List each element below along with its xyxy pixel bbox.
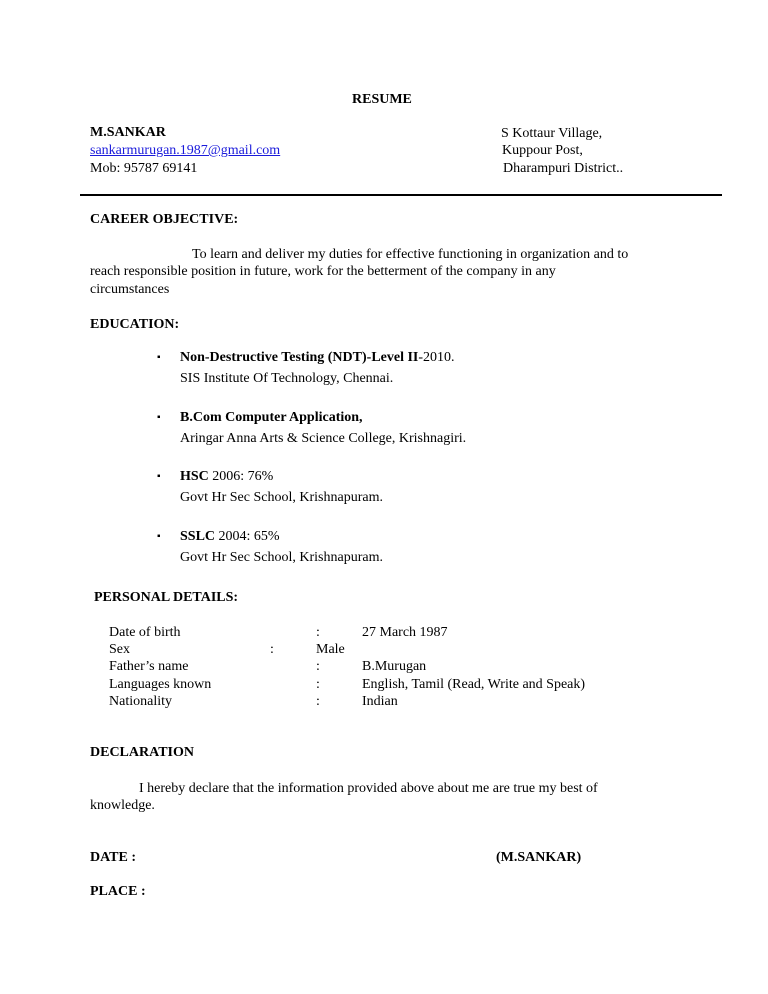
detail-value: English, Tamil (Read, Write and Speak) — [362, 677, 586, 692]
detail-colon: : — [270, 642, 274, 657]
education-item-title: HSC 2006: 76% — [180, 469, 274, 484]
detail-label: Sex — [109, 642, 130, 657]
education-heading: EDUCATION: — [90, 317, 180, 332]
education-item-institution: SIS Institute Of Technology, Chennai. — [180, 371, 394, 386]
career-objective-line-3: circumstances — [90, 282, 170, 297]
education-item-institution: Govt Hr Sec School, Krishnapuram. — [180, 550, 383, 565]
candidate-name: M.SANKAR — [90, 125, 166, 140]
detail-colon: : — [316, 625, 320, 640]
resume-title: RESUME — [352, 92, 412, 107]
email-link[interactable]: sankarmurugan.1987@gmail.com — [90, 143, 281, 158]
bullet-icon: ▪ — [157, 471, 161, 482]
education-item-institution: Govt Hr Sec School, Krishnapuram. — [180, 490, 383, 505]
bullet-icon: ▪ — [157, 352, 161, 363]
education-item-title: Non-Destructive Testing (NDT)-Level II-2010. — [180, 350, 455, 365]
bullet-icon: ▪ — [157, 412, 161, 423]
address-line-1: S Kottaur Village, — [501, 126, 603, 141]
career-objective-heading: CAREER OBJECTIVE: — [90, 212, 239, 227]
education-item-institution: Aringar Anna Arts & Science College, Krishnagiri. — [180, 431, 467, 446]
detail-label: Date of birth — [109, 625, 181, 640]
education-item-title: SSLC 2004: 65% — [180, 529, 280, 544]
mobile-number: Mob: 95787 69141 — [90, 161, 198, 176]
detail-label: Nationality — [109, 694, 172, 709]
declaration-line-1: I hereby declare that the information provided above about me are true my best of — [139, 781, 598, 796]
detail-value: B.Murugan — [362, 659, 427, 674]
career-objective-line-2: reach responsible position in future, work for the betterment of the company in any — [90, 264, 556, 279]
address-line-3: Dharampuri District.. — [503, 161, 624, 176]
detail-colon: : — [316, 677, 320, 692]
education-item-title: B.Com Computer Application, — [180, 410, 363, 425]
detail-value: 27 March 1987 — [362, 625, 448, 640]
detail-colon: : — [316, 694, 320, 709]
detail-label: Languages known — [109, 677, 212, 692]
place-label: PLACE : — [90, 884, 146, 899]
date-label: DATE : — [90, 850, 137, 865]
detail-value: Male — [316, 642, 345, 657]
declaration-line-2: knowledge. — [90, 798, 155, 813]
bullet-icon: ▪ — [157, 531, 161, 542]
declaration-heading: DECLARATION — [90, 745, 194, 760]
personal-details-heading: PERSONAL DETAILS: — [94, 590, 239, 605]
detail-value: Indian — [362, 694, 398, 709]
career-objective-line-1: To learn and deliver my duties for effective functioning in organization and to — [192, 247, 629, 262]
signature-name: (M.SANKAR) — [496, 850, 582, 865]
address-line-2: Kuppour Post, — [502, 143, 583, 158]
detail-label: Father’s name — [109, 659, 189, 674]
header-divider — [80, 194, 722, 196]
detail-colon: : — [316, 659, 320, 674]
